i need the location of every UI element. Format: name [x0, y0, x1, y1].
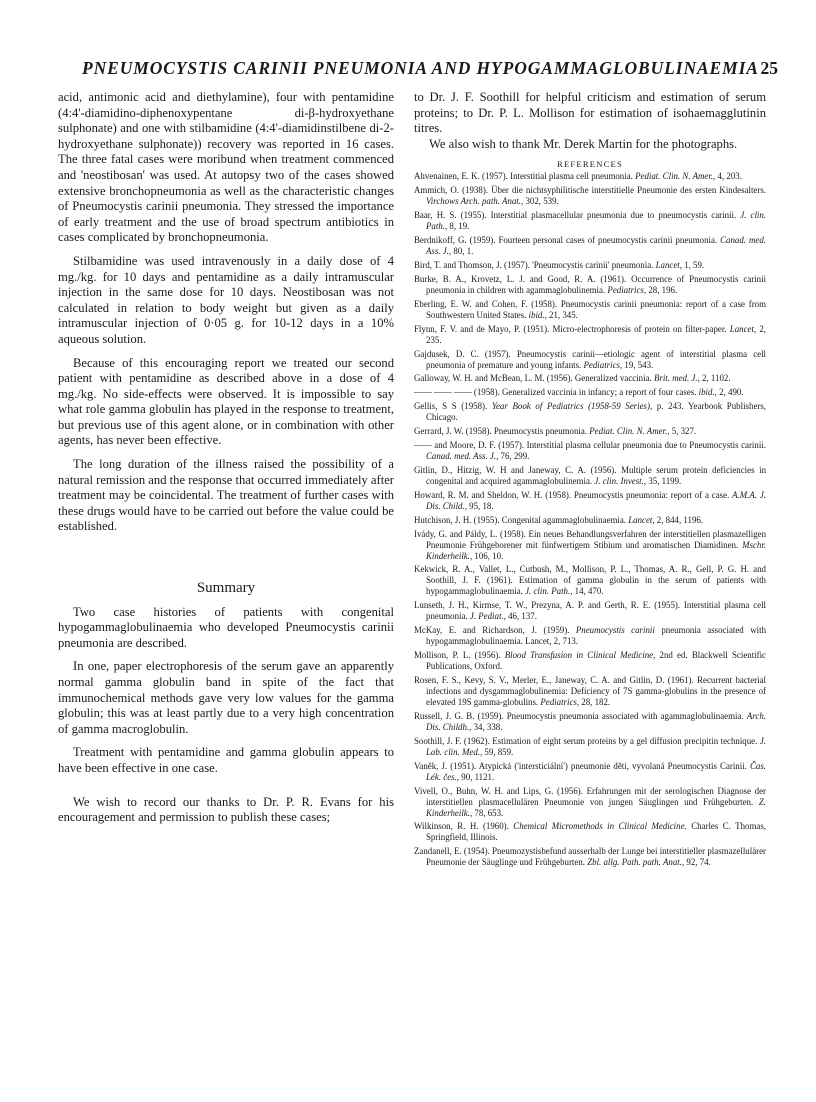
- ref-journal: Pneumocystis carinii: [575, 625, 655, 636]
- ref-journal: Pediat. Clin. N. Amer.,: [589, 426, 670, 437]
- page-number: 25: [760, 58, 778, 78]
- reference-entry: [414, 490, 766, 512]
- reference-entry: [414, 210, 766, 232]
- ref-volume-pages: 2, 235.: [426, 323, 766, 345]
- acknowledgement-continued: to Dr. J. F. Soothill for helpful criticism and estimation of serum proteins; to Dr. P. L. Mollison for estimation of isohaemagglutinin titres.: [414, 90, 766, 136]
- ref-journal: Zbl. allg. Path. path. Anat.,: [587, 857, 685, 868]
- ref-title: Multiple serum protein deficiencies in congenital and acquired agammaglobulinemia.: [426, 464, 767, 486]
- ref-volume-pages: Charles C. Thomas, Springfield, Illinois.: [426, 821, 766, 843]
- reference-entry: [414, 235, 766, 257]
- ref-volume-pages: 21, 345.: [549, 309, 578, 320]
- ref-title: Pneumocystis pneumonia associated with agammaglobulinaemia.: [506, 710, 744, 721]
- ref-title: 'Pneumocystis carinii' pneumonia.: [532, 259, 654, 270]
- acknowledgement-photographs: We also wish to thank Mr. Derek Martin for the photographs.: [429, 136, 738, 151]
- ref-title: Interstitial plasmacellular pneumonia due to pneumocystis carinii.: [490, 210, 737, 221]
- ref-authors: Mollison, P. L. (1956).: [414, 650, 501, 661]
- reference-entry: [414, 529, 766, 562]
- ref-title: Recurrent bacterial infections and dysgammaglobulinemia: Deficiency of 7S gamma-globulins in the presence of elevated 19S gamma-globulins.: [426, 674, 767, 707]
- ref-journal: J. Pediat.,: [469, 611, 506, 622]
- ref-journal: Z. Kinderheilk.,: [426, 796, 766, 818]
- reference-entry: [414, 426, 766, 437]
- ref-journal: Pediatrics,: [583, 359, 623, 370]
- summary-paragraph: Treatment with pentamidine and gamma globulin appears to have been effective in one case.: [58, 745, 394, 775]
- ref-volume-pages: 5, 327.: [671, 426, 697, 437]
- body-paragraph: acid, antimonic acid and diethylamine), four with pentamidine (4:4'-diamidino-diphenoxypentane di-β-hydroxyethane sulphonate) and one with stilbamidine (4:4'-diamidinstilbene di-2-hydroxyethane sulphonate)) recovery was reported in 16 cases. The three fatal cases were moribund when treatment commenced and 'neostibosan' was used. At autopsy two of the cases showed extensive bronchopneumonia as well as the characteristic changes of Pneumocystis carinii pneumonia. They stressed the importance of early treatment and the use of broad spectrum antibiotics in cases complicated by bronchopneumonia.: [58, 90, 394, 245]
- ref-journal: Chemical Micromethods in Clinical Medicine.: [513, 821, 687, 832]
- ref-title: Pneumozystisbefund ausserhalb der Lunge bei interstitieller plasmazellulärer Pneumonie der Säuglinge und Frühgeburten.: [426, 846, 766, 868]
- ref-volume-pages: 2nd ed. Blackwell Scientific Publications, Oxford.: [426, 650, 766, 672]
- ref-volume-pages: 14, 470.: [574, 586, 604, 597]
- ref-journal: Canad. med. Ass. J.,: [426, 235, 766, 257]
- ref-volume-pages: 92, 74.: [686, 857, 711, 868]
- reference-entry: [414, 846, 766, 868]
- reference-entry: [414, 736, 766, 758]
- ref-journal: Čas. Lék. čes.,: [426, 760, 767, 782]
- reference-list: [414, 171, 766, 868]
- ref-volume-pages: 19, 543.: [624, 359, 654, 370]
- reference-entry: [414, 373, 766, 384]
- ref-title: Pneumocystis carinii pneumonia: report of a case from Southwestern United States.: [426, 298, 766, 320]
- ref-authors: Ivády, G. and Páldy, L. (1958).: [414, 528, 526, 539]
- ref-authors: Gerrard, J. W. (1958).: [414, 426, 492, 437]
- ref-authors: Ahvenainen, E. K. (1957).: [414, 171, 508, 182]
- ref-title: Micro-electrophoresis of protein on filter-paper.: [552, 323, 727, 334]
- ref-journal: Brit. med. J.,: [653, 373, 700, 384]
- reference-entry: [414, 711, 766, 733]
- reference-entry: [414, 600, 766, 622]
- reference-entry: [414, 650, 766, 672]
- ref-volume-pages: 78, 653.: [474, 807, 504, 818]
- ref-authors: Baar, H. S. (1955).: [414, 210, 487, 221]
- ref-title: Interstitial plasma cell pneumonia.: [426, 600, 766, 622]
- ref-journal: Virchows Arch. path. Anat.,: [426, 196, 524, 207]
- ref-title: Estimation of eight serum proteins by a gel diffusion precipitin technique.: [492, 735, 758, 746]
- ref-journal: Lancet,: [655, 259, 682, 270]
- summary-paragraph: In one, paper electrophoresis of the serum gave an apparently normal gamma globulin band in spite of the fact that immunochemical methods gave very low values for the gamma globulin; this was at least partly due to a very high concentration of gamma macroglobulin.: [58, 659, 394, 736]
- ref-volume-pages: 8, 19.: [449, 221, 470, 232]
- summary-heading: Summary: [196, 580, 256, 597]
- reference-entry: [414, 349, 766, 371]
- ref-title: Pneumocystis pneumonia.: [493, 426, 588, 437]
- ref-title: Generalized vaccinia.: [574, 373, 652, 384]
- ref-journal: J. Lab. clin. Med.,: [426, 735, 767, 757]
- reference-entry: [414, 401, 766, 423]
- ref-authors: Berdnikoff, G. (1959).: [414, 235, 496, 246]
- ref-title: Atypická ('intersticiální') pneumonie dětí, vyvolaná Pneumocystis Carinii.: [478, 760, 747, 771]
- ref-title: Generalized vaccinia in infancy; a report of four cases.: [502, 387, 697, 398]
- reference-entry: [414, 299, 766, 321]
- ref-authors: Vivell, O., Buhn, W. H. and Lips, G. (1956).: [414, 785, 583, 796]
- page-header: [82, 58, 778, 84]
- ref-title: Pneumocystis pneumonia: report of a case.: [573, 489, 730, 500]
- ref-volume-pages: 28, 182.: [581, 696, 611, 707]
- left-column: [58, 90, 394, 826]
- ref-authors: Gitlin, D., Hitzig, W. H and Janeway, C. A. (1956).: [414, 464, 617, 475]
- ref-title: Über die nichtsyphilitische interstitielle Pneumonie des ersten Kindesalters.: [491, 185, 766, 196]
- reference-entry: [414, 387, 766, 398]
- ref-volume-pages: 59, 859.: [484, 746, 514, 757]
- ref-authors: Soothill, J. F. (1962).: [414, 735, 490, 746]
- ref-volume-pages: 80, 1.: [453, 246, 474, 257]
- ref-journal: Pediat. Clin. N. Amer.,: [635, 171, 716, 182]
- reference-entry: [414, 625, 766, 647]
- reference-entry: [414, 675, 766, 708]
- reference-entry: [414, 274, 766, 296]
- ref-authors: Gajdusek, D. C. (1957).: [414, 348, 511, 359]
- ref-journal: Mschr. Kinderheilk.,: [426, 539, 767, 561]
- body-paragraph: The long duration of the illness raised the possibility of a natural remission and the response that occurred immediately after treatment may be coincidental. The treatment of further cases with these drugs would have to be carried out before the value could be established.: [58, 457, 394, 534]
- ref-authors: Eberling, E. W. and Cohen, F. (1958).: [414, 298, 558, 309]
- ref-volume-pages: 34, 338.: [473, 721, 503, 732]
- summary-paragraph: Two case histories of patients with congenital hypogammaglobulinaemia who developed Pneumocystis carinii pneumonia are described.: [58, 604, 394, 650]
- ref-volume-pages: 46, 137.: [508, 611, 537, 622]
- ref-volume-pages: 106, 10.: [474, 550, 504, 561]
- right-column: [414, 90, 766, 871]
- ref-journal: Lancet,: [628, 514, 655, 525]
- ref-title: Ein neues Behandlungsverfahren der interstitiellen plasmazelligen Pneumonie Frühgeborener mit fünfwertigem Stibium und aromatischen Diamidinen.: [426, 528, 767, 550]
- ref-title: Congenital agammaglobulinaemia.: [501, 514, 626, 525]
- ref-authors: Galloway, W. H. and McBean, L. M. (1956).: [414, 373, 573, 384]
- ref-title: Interstitial plasma cellular pneumonia due to Pneumocystis carinii.: [526, 439, 766, 450]
- ref-volume-pages: 2, 844, 1196.: [656, 514, 704, 525]
- reference-entry: [414, 260, 766, 271]
- ref-authors: Russell, J. G. B. (1959).: [414, 710, 504, 721]
- ref-journal: Blood Transfusion in Clinical Medicine,: [504, 650, 656, 661]
- ref-title: Interstitial plasma cell pneumonia.: [510, 171, 633, 182]
- body-paragraph: Because of this encouraging report we treated our second patient with pentamidine as described above in a dose of 4 mg./kg. No side-effects were observed. It is impossible to say what role gamma globulin has played in the response to treatment, but previous use of this agent alone, or in combination with other agents, has never been effective.: [58, 355, 394, 448]
- ref-journal: Pediatrics,: [607, 284, 647, 295]
- ref-title: Estimation of gamma globulin in the serum of patients with hypogammaglobulinaemia.: [426, 575, 766, 597]
- ref-volume-pages: 302, 539.: [525, 196, 559, 207]
- reference-entry: [414, 821, 766, 843]
- ref-title: Fourteen personal cases of pneumocystis carinii pneumonia.: [498, 235, 718, 246]
- reference-entry: [414, 761, 766, 783]
- ref-volume-pages: 76, 299.: [500, 450, 530, 461]
- reference-entry: [414, 185, 766, 207]
- ref-journal: Year Book of Pediatrics (1958-59 Series),: [491, 401, 653, 412]
- reference-entry: [414, 786, 766, 819]
- ref-authors: McKay, E. and Richardson, J. (1959).: [414, 625, 570, 636]
- ref-volume-pages: 90, 1121.: [461, 771, 495, 782]
- ref-authors: Ammich, O. (1938).: [414, 185, 489, 196]
- ref-title: Erfahrungen mit der serologischen Diagnose der interstitiellen plasmacellulären Pneumonie von jungen Säuglingen und Frühgeburten.: [426, 785, 767, 807]
- references-heading: REFERENCES: [557, 159, 623, 170]
- ref-authors: Wilkinson, R. H. (1960).: [414, 821, 509, 832]
- ref-journal: Arch. Dis. Childh.,: [426, 710, 767, 732]
- ref-volume-pages: pneumonia associated with hypogammaglobulinaemia. Lancet, 2, 713.: [426, 625, 767, 647]
- ref-volume-pages: 95, 18.: [469, 500, 494, 511]
- ref-title: Occurrence of Pneumocystis carinii pneumonia in children with agammaglobulinemia.: [426, 273, 767, 295]
- ref-journal: J. clin. Path.,: [525, 586, 573, 597]
- ref-authors: —— and Moore, D. F. (1957).: [414, 439, 525, 450]
- ref-authors: Rosen, F. S., Kevy, S. V., Merler, E., Janeway, C. A. and Gitlin, D. (1961).: [414, 674, 694, 685]
- ref-volume-pages: 2, 490.: [719, 387, 744, 398]
- ref-authors: Bird, T. and Thomson, J. (1957).: [414, 259, 530, 270]
- ref-volume-pages: 2, 1102.: [702, 373, 731, 384]
- ref-authors: Vaněk, J. (1951).: [414, 760, 477, 771]
- ref-journal: Lancet,: [729, 323, 757, 334]
- running-title: PNEUMOCYSTIS CARINII PNEUMONIA AND HYPOGAMMAGLOBULINAEMIA: [82, 58, 759, 78]
- reference-entry: [414, 440, 766, 462]
- ref-authors: Howard, R. M. and Sheldon, W. H. (1958).: [414, 489, 572, 500]
- ref-volume-pages: 4, 203.: [717, 171, 742, 182]
- reference-entry: [414, 324, 766, 346]
- ref-authors: Gellis, S S (1958).: [414, 401, 488, 412]
- ref-authors: Hutchison, J. H. (1955).: [414, 514, 500, 525]
- acknowledgement-paragraph: We wish to record our thanks to Dr. P. R. Evans for his encouragement and permission to publish these cases;: [58, 794, 394, 825]
- reference-entry: [414, 465, 766, 487]
- reference-entry: [414, 564, 766, 597]
- ref-journal: ibid.,: [698, 387, 717, 398]
- ref-journal: J. clin. Path.,: [426, 210, 767, 232]
- reference-entry: [414, 515, 766, 526]
- ref-journal: ibid.,: [528, 309, 547, 320]
- ref-authors: Kekwick, R. A., Vallet, L., Cutbush, M., Mollison, P. L., Thomas, A. R., Gell, P. G. H. and Soothill, J. F. (1961).: [414, 564, 766, 586]
- ref-authors: Flynn, F. V. and de Mayo, P. (1951).: [414, 323, 550, 334]
- ref-title: Pneumocystis carinii—etiologic agent of interstitial plasma cell pneumonia of premature and young infants.: [426, 348, 767, 370]
- ref-journal: A.M.A. J. Dis. Child.,: [426, 489, 766, 511]
- reference-entry: [414, 171, 766, 182]
- ref-journal: J. clin. Invest.,: [594, 475, 647, 486]
- ref-volume-pages: 35, 1199.: [648, 475, 682, 486]
- ref-volume-pages: 1, 59.: [684, 259, 705, 270]
- body-paragraph: Stilbamidine was used intravenously in a daily dose of 4 mg./kg. for 10 days and pentamidine as a daily intramuscular injection in the same dose for 10 days. Neostibosan was not calculated in relation to body weight but given as a daily intramuscular injection of 0·05 g. for 10-12 days in a 10% aqueous solution.: [58, 253, 394, 346]
- ref-authors: Zandanell, E. (1954).: [414, 846, 490, 857]
- ref-volume-pages: p. 243. Yearbook Publishers, Chicago.: [426, 401, 767, 423]
- ref-volume-pages: 28, 196.: [648, 284, 678, 295]
- ref-authors: Burke, B. A., Krovetz, L. J. and Good, R. A. (1961).: [414, 273, 627, 284]
- ref-journal: Pediatrics,: [540, 696, 580, 707]
- ref-authors: —— —— —— (1958).: [414, 387, 500, 398]
- ref-journal: Canad. med. Ass. J.,: [426, 450, 499, 461]
- ref-authors: Lunseth, J. H., Kirmse, T. W., Prezyna, A. P. and Gerth, R. E. (1955).: [414, 600, 681, 611]
